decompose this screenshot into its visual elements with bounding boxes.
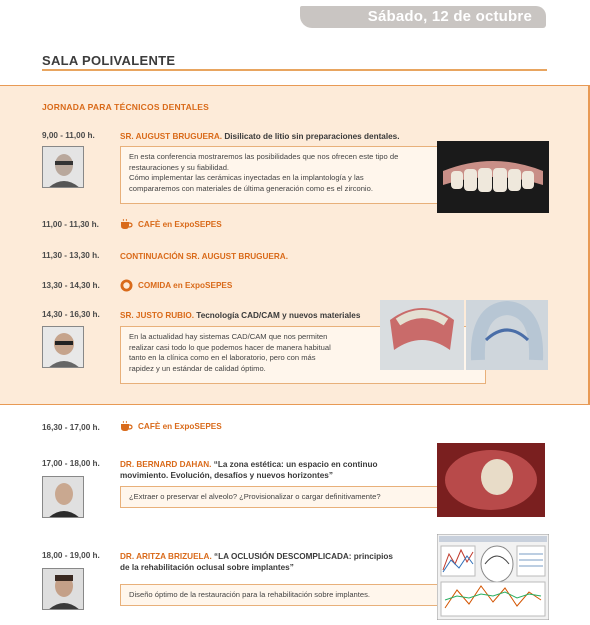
speaker-photo — [42, 476, 84, 518]
session-time: 17,00 - 18,00 h. — [42, 459, 100, 468]
session-time: 11,00 - 11,30 h. — [42, 220, 99, 229]
session-title: Tecnología CAD/CAM y nuevos materiales — [196, 311, 361, 320]
session-heading — [120, 459, 420, 481]
description-line: En esta conferencia mostraremos las posibilidades que nos ofrecen este tipo de — [129, 152, 399, 161]
session-description — [120, 486, 438, 508]
dental-model-photo — [380, 300, 464, 370]
session-description — [120, 146, 438, 204]
description-line: En la actualidad hay sistemas CAD/CAM que nos permiten — [129, 332, 328, 341]
description-line: compararemos con materiales de última generación como es el zirconio. — [129, 183, 373, 193]
description-line: rapidez y un estándar de calidad óptimo. — [129, 363, 266, 373]
extraction-site-photo — [437, 443, 545, 517]
description-line: tanto en la clínica como en el laboratorio, pero con más — [129, 353, 316, 362]
session-heading — [120, 131, 400, 142]
session-time: 11,30 - 13,30 h. — [42, 251, 100, 260]
session-title: “LA OCLUSIÓN DESCOMPLICADA: principios — [214, 552, 393, 561]
speaker-name: SR. AUGUST BRUGUERA. — [120, 132, 223, 141]
description-line: Diseño óptimo de la restauración para la rehabilitación sobre implantes. — [129, 590, 371, 599]
break-label: CAFÈ en ExpoSEPES — [138, 220, 222, 229]
date-label: Sábado, 12 de octubre — [367, 8, 532, 25]
coffee-cup-icon — [120, 219, 133, 230]
description-line: realizar casi todo lo que podemos hacer de manera habitual — [129, 342, 331, 352]
occlusion-software-screenshot — [437, 534, 549, 620]
description-line: Cómo implementar las cerámicas inyectadas en la implantología y las — [129, 173, 364, 182]
speaker-name: DR. ARITZA BRIZUELA. — [120, 552, 212, 561]
description-line: restauraciones y su fiabilidad. — [129, 162, 230, 172]
break-label: CAFÈ en ExpoSEPES — [138, 422, 222, 431]
cad-model-image — [466, 300, 548, 370]
session-title: de la rehabilitación oclusal sobre implantes” — [120, 563, 294, 572]
session-time: 18,00 - 19,00 h. — [42, 551, 100, 560]
break-label: COMIDA en ExpoSEPES — [138, 281, 233, 290]
speaker-name: DR. BERNARD DAHAN. — [120, 460, 212, 469]
sala-divider — [42, 69, 547, 71]
description-line: ¿Extraer o preservar el alveolo? ¿Provisionalizar o cargar definitivamente? — [129, 492, 381, 501]
coffee-cup-icon — [120, 421, 133, 432]
session-time: 13,30 - 14,30 h. — [42, 281, 100, 290]
speaker-photo — [42, 326, 84, 368]
coffee-break — [120, 219, 222, 230]
plate-icon — [120, 279, 133, 292]
session-description — [120, 584, 438, 606]
session-time: 16,30 - 17,00 h. — [42, 423, 100, 432]
date-banner — [300, 6, 546, 28]
speaker-photo — [42, 146, 84, 188]
session-time: 14,30 - 16,30 h. — [42, 310, 100, 319]
session-title: “La zona estética: un espacio en continuo — [213, 460, 378, 469]
session-heading — [120, 551, 430, 573]
coffee-break — [120, 421, 222, 432]
sala-title: SALA POLIVALENTE — [42, 53, 176, 68]
session-title: movimiento. Evolución, desafíos y nuevos horizontes” — [120, 471, 333, 480]
session-title: Disilicato de litio sin preparaciones dentales. — [224, 132, 400, 141]
jornada-title: JORNADA PARA TÉCNICOS DENTALES — [42, 102, 210, 112]
speaker-photo — [42, 568, 84, 610]
session-heading — [120, 310, 360, 321]
speaker-name: SR. JUSTO RUBIO. — [120, 311, 195, 320]
teeth-veneers-photo — [437, 141, 549, 213]
lunch-break — [120, 279, 232, 292]
continuation-label: CONTINUACIÓN SR. AUGUST BRUGUERA. — [120, 252, 288, 261]
session-time: 9,00 - 11,00 h. — [42, 131, 95, 140]
